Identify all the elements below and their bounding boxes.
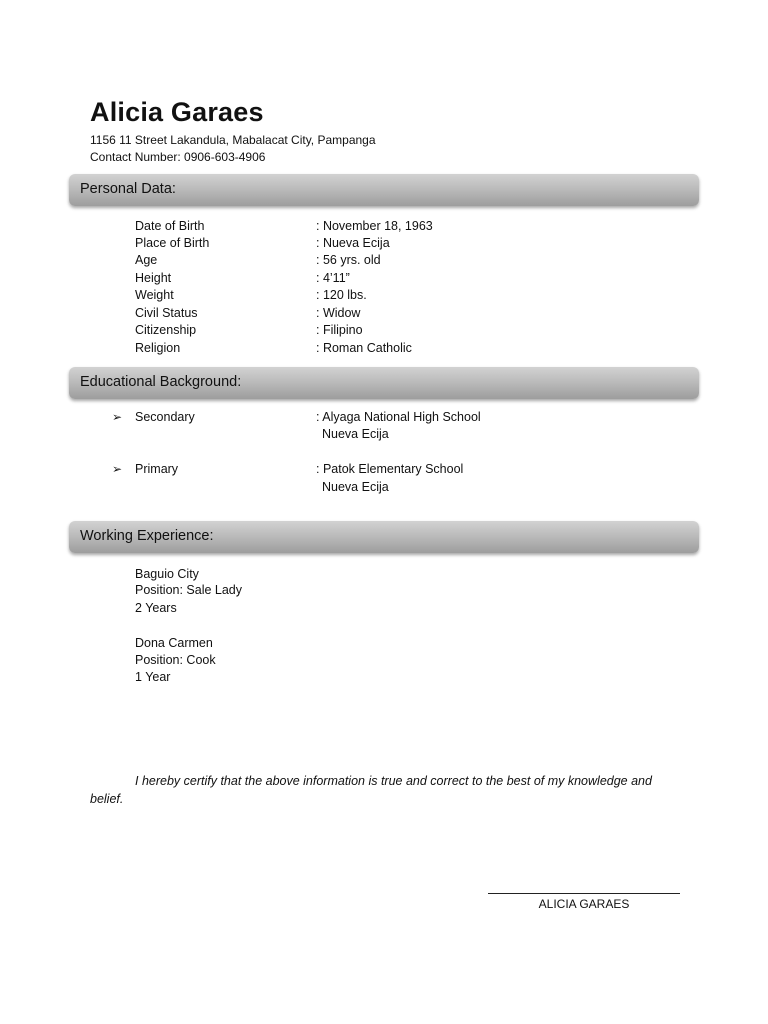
personal-label-civil-status: Civil Status <box>135 306 198 320</box>
personal-label-pob: Place of Birth <box>135 236 210 250</box>
personal-value-height: : 4’11” <box>316 271 350 285</box>
personal-label-age: Age <box>135 253 158 267</box>
work-duration: 1 Year <box>135 670 171 684</box>
personal-value-civil-status: : Widow <box>316 306 361 320</box>
personal-value-weight: : 120 lbs. <box>316 288 367 302</box>
work-position: Position: Cook <box>135 653 216 667</box>
signature-name: ALICIA GARAES <box>538 897 630 911</box>
certification-text-continued: belief. <box>90 792 124 806</box>
education-location-secondary: Nueva Ecija <box>322 427 389 441</box>
education-school-secondary: : Alyaga National High School <box>316 410 481 424</box>
education-level-secondary: Secondary <box>135 410 195 424</box>
education-level-primary: Primary <box>135 462 179 476</box>
applicant-address: 1156 11 Street Lakandula, Mabalacat City, Pampanga <box>90 133 376 147</box>
personal-value-citizenship: : Filipino <box>316 323 363 337</box>
education-title: Educational Background: <box>80 374 242 390</box>
education-header <box>69 367 699 399</box>
personal-value-age: : 56 yrs. old <box>316 253 381 267</box>
personal-label-religion: Religion <box>135 341 181 355</box>
personal-label-dob: Date of Birth <box>135 219 205 233</box>
education-location-primary: Nueva Ecija <box>322 480 389 494</box>
personal-value-pob: : Nueva Ecija <box>316 236 390 250</box>
work-place: Dona Carmen <box>135 636 213 650</box>
applicant-contact: Contact Number: 0906-603-4906 <box>90 150 266 164</box>
signature-line <box>488 893 680 894</box>
work-place: Baguio City <box>135 567 199 581</box>
personal-data-title: Personal Data: <box>80 181 176 197</box>
work-duration: 2 Years <box>135 601 177 615</box>
personal-label-height: Height <box>135 271 172 285</box>
applicant-name: Alicia Garaes <box>90 97 264 127</box>
personal-data-header <box>69 174 699 206</box>
personal-value-religion: : Roman Catholic <box>316 341 412 355</box>
education-bullet-icon: ➢ <box>112 462 123 476</box>
education-bullet-icon: ➢ <box>112 410 123 424</box>
personal-label-citizenship: Citizenship <box>135 323 197 337</box>
work-title: Working Experience: <box>80 528 214 544</box>
work-header <box>69 521 699 553</box>
personal-label-weight: Weight <box>135 288 174 302</box>
certification-text: I hereby certify that the above information is true and correct to the best of my knowledge and <box>135 774 652 788</box>
work-position: Position: Sale Lady <box>135 583 243 597</box>
personal-value-dob: : November 18, 1963 <box>316 219 433 233</box>
education-school-primary: : Patok Elementary School <box>316 462 464 476</box>
